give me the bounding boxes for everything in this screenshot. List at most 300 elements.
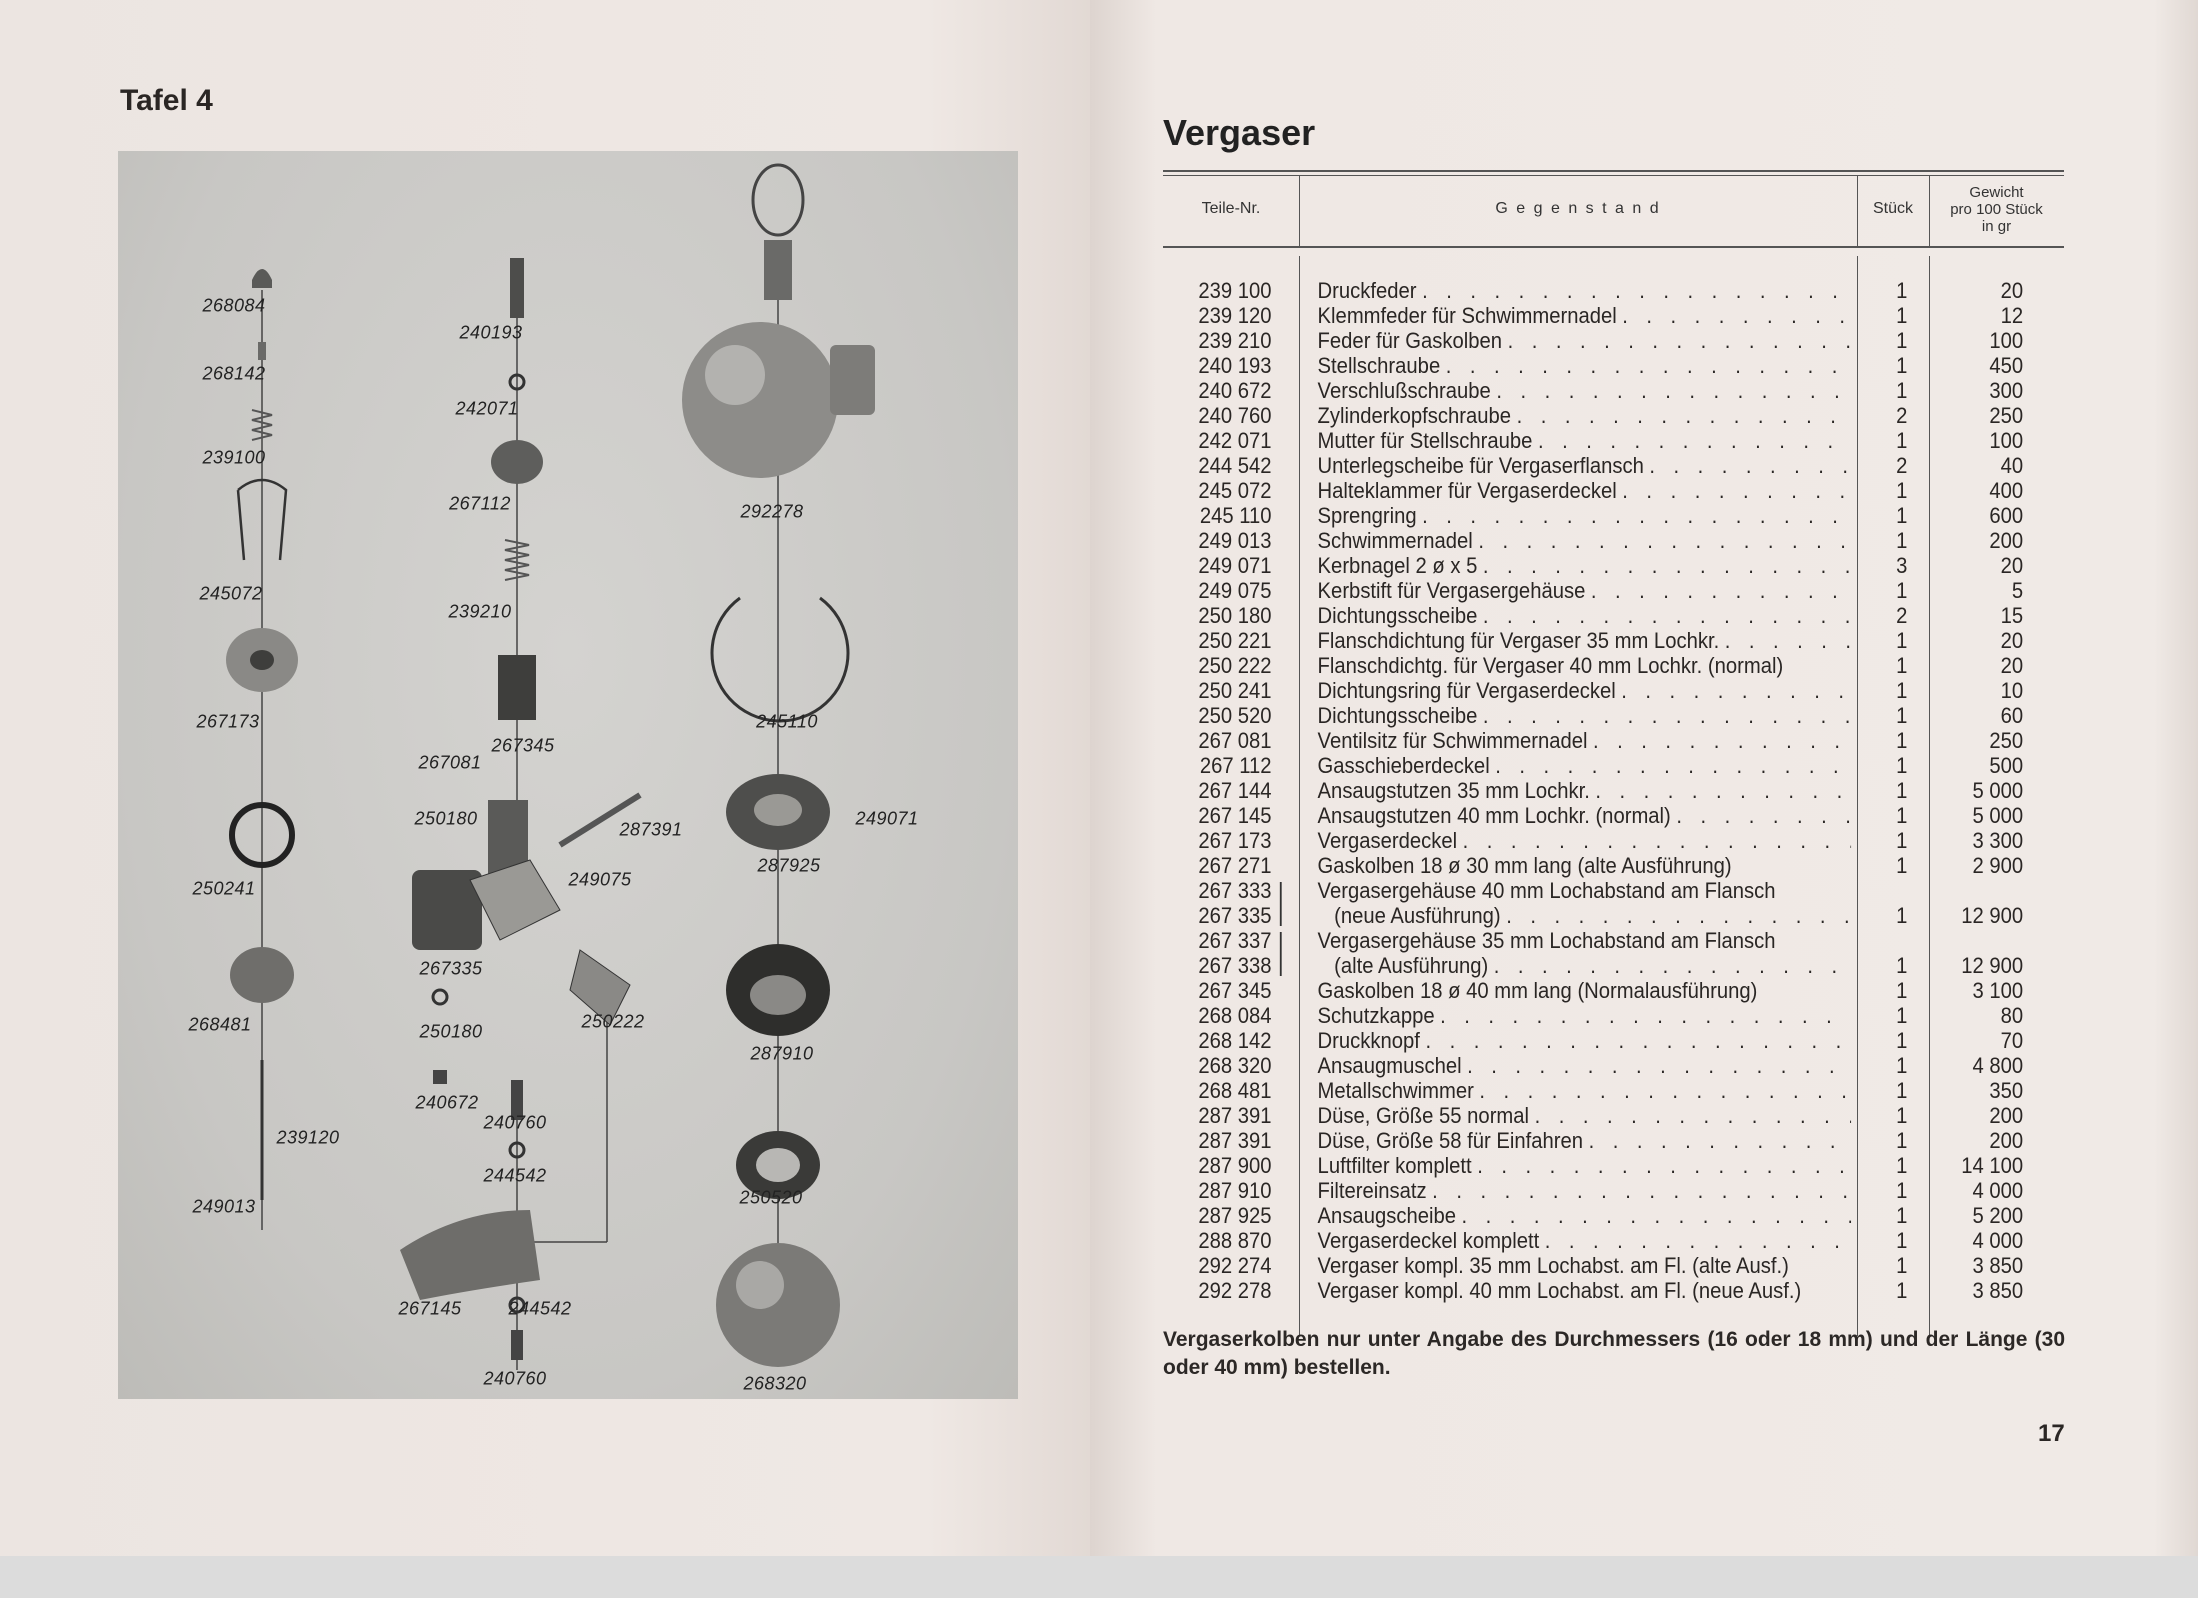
item-description xyxy=(1318,778,1852,803)
quantity: 1 xyxy=(1896,978,1908,1003)
item-description xyxy=(1318,678,1852,703)
item-description xyxy=(1318,803,1852,828)
table-row xyxy=(1163,1078,2064,1103)
item-description xyxy=(1318,1053,1852,1078)
table-row xyxy=(1163,1153,2064,1178)
item-text: Schutzkappe xyxy=(1317,1003,1435,1028)
item-text: Ansaugscheibe xyxy=(1317,1203,1456,1228)
dot-leader xyxy=(1420,1028,1851,1053)
item-description xyxy=(1318,828,1852,853)
quantity: 1 xyxy=(1896,328,1908,353)
item-text: Sprengring xyxy=(1317,503,1417,528)
footnote: Vergaserkolben nur unter Angabe des Durchmessers (16 oder 18 mm) und der Länge (30 oder 40 mm) bestellen. xyxy=(1163,1328,2065,1379)
item-text: Düse, Größe 55 normal xyxy=(1317,1103,1530,1128)
table-row xyxy=(1163,1128,2064,1153)
item-text: Ventilsitz für Schwimmernadel xyxy=(1317,728,1588,753)
part-number: 239 120 xyxy=(1198,303,1272,328)
item-description xyxy=(1318,703,1852,728)
item-description xyxy=(1318,903,1852,928)
weight: 20 xyxy=(2000,653,2024,678)
part-number: 249 071 xyxy=(1198,553,1272,578)
part-number-label: 250180 xyxy=(419,1021,483,1042)
header-part-no: Teile-Nr. xyxy=(1201,200,1261,217)
quantity: 1 xyxy=(1896,378,1908,403)
table-row xyxy=(1163,1278,2064,1303)
dot-leader xyxy=(1532,428,1851,453)
weight: 70 xyxy=(2000,1028,2024,1053)
part-number-label: 239120 xyxy=(276,1127,340,1148)
quantity: 1 xyxy=(1896,303,1908,328)
part-number: 267 271 xyxy=(1198,853,1272,878)
part-number: 292 278 xyxy=(1198,1278,1272,1303)
item-text: Klemmfeder für Schwimmernadel xyxy=(1317,303,1617,328)
part-number-label: 292278 xyxy=(740,501,804,522)
part-number: 250 221 xyxy=(1198,628,1272,653)
quantity: 1 xyxy=(1896,1078,1908,1103)
part-number-label: 240760 xyxy=(483,1368,547,1389)
carburetor-exploded-diagram xyxy=(0,0,1090,1560)
item-description xyxy=(1318,1178,1852,1203)
part-number-label: 267335 xyxy=(419,958,483,979)
part-number-label: 244542 xyxy=(483,1165,547,1186)
item-description xyxy=(1318,328,1852,353)
table-row xyxy=(1163,753,2064,778)
item-text: Vergaserdeckel komplett xyxy=(1317,1228,1540,1253)
part-number: 250 520 xyxy=(1198,703,1272,728)
part-number-label: 249075 xyxy=(568,869,632,890)
part-number: 267 081 xyxy=(1198,728,1272,753)
dot-leader xyxy=(1435,1003,1852,1028)
item-text: Vergasergehäuse 40 mm Lochabstand am Flansch xyxy=(1317,878,1776,903)
item-text: Metallschwimmer xyxy=(1317,1078,1474,1103)
dot-leader xyxy=(1440,353,1851,378)
table-row xyxy=(1163,503,2064,528)
dot-leader xyxy=(1472,1153,1851,1178)
quantity: 1 xyxy=(1896,703,1908,728)
table-row xyxy=(1163,478,2064,503)
part-number-label: 250241 xyxy=(192,878,256,899)
weight: 20 xyxy=(2000,278,2024,303)
quantity: 1 xyxy=(1896,1028,1908,1053)
item-description xyxy=(1318,528,1852,553)
weight: 2 900 xyxy=(1972,853,2024,878)
part-number: 268 320 xyxy=(1198,1053,1272,1078)
part-number: 267 173 xyxy=(1198,828,1272,853)
part-number-label: 245072 xyxy=(199,583,263,604)
table-row xyxy=(1163,428,2064,453)
quantity: 1 xyxy=(1896,728,1908,753)
weight: 3 300 xyxy=(1972,828,2024,853)
part-number-label: 267112 xyxy=(449,493,511,514)
part-number: 240 672 xyxy=(1198,378,1272,403)
quantity: 1 xyxy=(1896,428,1908,453)
part-number-label: 287925 xyxy=(757,855,821,876)
weight: 450 xyxy=(1989,353,2024,378)
weight: 100 xyxy=(1989,328,2024,353)
item-text: (alte Ausführung) xyxy=(1334,953,1489,978)
item-description xyxy=(1318,303,1852,328)
table-row xyxy=(1163,778,2064,803)
weight: 200 xyxy=(1989,1103,2024,1128)
table-row xyxy=(1163,678,2064,703)
item-text: Flanschdichtung für Vergaser 35 mm Lochkr. xyxy=(1317,628,1720,653)
part-number: 268 084 xyxy=(1198,1003,1272,1028)
part-number: 250 180 xyxy=(1198,603,1272,628)
table-body xyxy=(1163,278,2064,1303)
weight: 350 xyxy=(1989,1078,2024,1103)
dot-leader xyxy=(1491,378,1851,403)
dot-leader xyxy=(1590,778,1851,803)
weight: 14 100 xyxy=(1961,1153,2024,1178)
weight: 15 xyxy=(2000,603,2024,628)
left-page xyxy=(0,0,1090,1560)
weight: 3 100 xyxy=(1972,978,2024,1003)
quantity: 1 xyxy=(1896,1103,1908,1128)
quantity: 1 xyxy=(1896,1153,1908,1178)
weight: 12 xyxy=(2000,303,2024,328)
item-description xyxy=(1318,1203,1852,1228)
weight: 10 xyxy=(2000,678,2024,703)
item-text: Vergasergehäuse 35 mm Lochabstand am Flansch xyxy=(1317,928,1776,953)
part-number-label: 240760 xyxy=(483,1112,547,1133)
item-text: Düse, Größe 58 für Einfahren xyxy=(1317,1128,1584,1153)
weight: 500 xyxy=(1989,753,2024,778)
table-row xyxy=(1163,928,2064,953)
header-weight xyxy=(1929,184,2064,235)
part-number: 267 338 xyxy=(1198,953,1272,978)
table-header-rule xyxy=(1163,246,2064,248)
item-text: Flanschdichtg. für Vergaser 40 mm Lochkr. (normal) xyxy=(1317,653,1784,678)
weight: 80 xyxy=(2000,1003,2024,1028)
weight: 3 850 xyxy=(1972,1278,2024,1303)
dot-leader xyxy=(1457,828,1851,853)
part-number-label: 267173 xyxy=(196,711,260,732)
table-row xyxy=(1163,728,2064,753)
quantity: 1 xyxy=(1896,353,1908,378)
dot-leader xyxy=(1417,503,1852,528)
quantity: 1 xyxy=(1896,528,1908,553)
part-number: 239 210 xyxy=(1198,328,1272,353)
item-text: Ansaugstutzen 35 mm Lochkr. xyxy=(1317,778,1590,803)
header-weight-line: pro 100 Stück xyxy=(1950,201,2043,218)
item-text: Luftfilter komplett xyxy=(1317,1153,1472,1178)
item-text: Druckknopf xyxy=(1317,1028,1420,1053)
part-number-label: 244542 xyxy=(508,1298,572,1319)
dot-leader xyxy=(1585,578,1851,603)
quantity: 1 xyxy=(1896,903,1908,928)
part-number: 267 345 xyxy=(1198,978,1272,1003)
weight: 40 xyxy=(2000,453,2024,478)
item-description xyxy=(1318,378,1852,403)
table-row xyxy=(1163,528,2064,553)
quantity: 1 xyxy=(1896,853,1908,878)
item-description xyxy=(1318,953,1852,978)
part-number-label: 249071 xyxy=(855,808,919,829)
part-number-label: 267345 xyxy=(491,735,555,756)
part-number-label: 268481 xyxy=(188,1014,252,1035)
part-number-label: 287391 xyxy=(619,819,683,840)
part-number-label: 240193 xyxy=(459,322,523,343)
weight: 250 xyxy=(1989,728,2024,753)
item-description xyxy=(1318,1278,1852,1303)
dot-leader xyxy=(1477,703,1851,728)
part-number: 287 900 xyxy=(1198,1153,1272,1178)
item-description xyxy=(1318,1128,1852,1153)
item-description xyxy=(1318,978,1852,1003)
part-number: 268 481 xyxy=(1198,1078,1272,1103)
item-text: Ansaugmuschel xyxy=(1317,1053,1462,1078)
item-text: Schwimmernadel xyxy=(1317,528,1473,553)
table-row xyxy=(1163,1253,2064,1278)
item-description xyxy=(1318,878,1852,903)
scan-background xyxy=(0,1556,2198,1598)
table-row xyxy=(1163,1228,2064,1253)
part-number-label: 268084 xyxy=(202,295,266,316)
dot-leader xyxy=(1474,1078,1851,1103)
dot-leader xyxy=(1488,953,1851,978)
quantity: 3 xyxy=(1896,553,1908,578)
weight: 12 900 xyxy=(1961,953,2024,978)
weight: 12 900 xyxy=(1961,903,2024,928)
item-description xyxy=(1318,628,1852,653)
part-number-label: 250180 xyxy=(414,808,478,829)
quantity: 1 xyxy=(1896,1003,1908,1028)
table-row xyxy=(1163,628,2064,653)
item-description xyxy=(1318,1028,1852,1053)
dot-leader xyxy=(1616,678,1851,703)
plate-title: Tafel 4 xyxy=(120,84,213,117)
part-number: 287 910 xyxy=(1198,1178,1272,1203)
part-number: 267 144 xyxy=(1198,778,1272,803)
item-text: Dichtungsring für Vergaserdeckel xyxy=(1317,678,1616,703)
item-description xyxy=(1318,603,1852,628)
item-description xyxy=(1318,478,1852,503)
item-description xyxy=(1318,728,1852,753)
page-number: 17 xyxy=(2038,1420,2065,1447)
part-number: 267 112 xyxy=(1199,753,1272,778)
quantity: 1 xyxy=(1896,653,1908,678)
part-number: 245 072 xyxy=(1198,478,1272,503)
item-text: Zylinderkopfschraube xyxy=(1317,403,1512,428)
item-text: Ansaugstutzen 40 mm Lochkr. (normal) xyxy=(1317,803,1671,828)
table-row xyxy=(1163,853,2064,878)
item-text: Dichtungsscheibe xyxy=(1317,703,1478,728)
weight: 100 xyxy=(1989,428,2024,453)
item-text: Stellschraube xyxy=(1317,353,1441,378)
weight: 400 xyxy=(1989,478,2024,503)
item-description xyxy=(1318,1253,1852,1278)
part-number-label: 250222 xyxy=(581,1011,645,1032)
dot-leader xyxy=(1473,528,1851,553)
item-description xyxy=(1318,1003,1852,1028)
part-number-label: 267145 xyxy=(398,1298,462,1319)
part-number-label: 268142 xyxy=(202,363,266,384)
table-row xyxy=(1163,978,2064,1003)
weight: 5 000 xyxy=(1972,778,2024,803)
quantity: 1 xyxy=(1896,678,1908,703)
part-number: 244 542 xyxy=(1198,453,1272,478)
table-row xyxy=(1163,278,2064,303)
quantity: 1 xyxy=(1896,803,1908,828)
item-description xyxy=(1318,578,1852,603)
part-number: 249 075 xyxy=(1198,578,1272,603)
part-number-label: 242071 xyxy=(455,398,519,419)
item-text: Mutter für Stellschraube xyxy=(1317,428,1533,453)
dot-leader xyxy=(1617,303,1851,328)
table-row xyxy=(1163,328,2064,353)
table-row xyxy=(1163,553,2064,578)
quantity: 1 xyxy=(1896,1203,1908,1228)
part-number: 292 274 xyxy=(1198,1253,1272,1278)
table-row xyxy=(1163,403,2064,428)
quantity: 1 xyxy=(1896,1278,1908,1303)
table-row xyxy=(1163,903,2064,928)
part-number-label: 267081 xyxy=(418,752,482,773)
quantity: 1 xyxy=(1896,1228,1908,1253)
item-text: Filtereinsatz xyxy=(1317,1178,1427,1203)
dot-leader xyxy=(1671,803,1851,828)
table-row xyxy=(1163,378,2064,403)
table-row xyxy=(1163,1203,2064,1228)
part-number-label: 239100 xyxy=(202,447,266,468)
quantity: 1 xyxy=(1896,953,1908,978)
weight: 20 xyxy=(2000,553,2024,578)
item-description xyxy=(1318,653,1852,678)
dot-leader xyxy=(1477,553,1851,578)
part-number: 267 335 xyxy=(1198,903,1272,928)
page-title: Vergaser xyxy=(1163,112,1316,153)
weight: 5 000 xyxy=(1972,803,2024,828)
quantity: 1 xyxy=(1896,278,1908,303)
item-text: Vergaser kompl. 35 mm Lochabst. am Fl. (alte Ausf.) xyxy=(1317,1253,1789,1278)
table-row xyxy=(1163,303,2064,328)
dot-leader xyxy=(1644,453,1851,478)
quantity: 1 xyxy=(1896,503,1908,528)
part-number-label: 250520 xyxy=(739,1187,803,1208)
dot-leader xyxy=(1511,403,1851,428)
dot-leader xyxy=(1417,278,1852,303)
part-number-label: 287910 xyxy=(750,1043,814,1064)
item-text: Feder für Gaskolben xyxy=(1317,328,1503,353)
part-number-label: 239210 xyxy=(448,601,512,622)
item-text: Kerbnagel 2 ø x 5 xyxy=(1317,553,1478,578)
weight: 4 000 xyxy=(1972,1228,2024,1253)
dot-leader xyxy=(1539,1228,1851,1253)
part-number: 288 870 xyxy=(1198,1228,1272,1253)
dot-leader xyxy=(1490,753,1851,778)
part-number-label: 249013 xyxy=(192,1196,256,1217)
item-text: Halteklammer für Vergaserdeckel xyxy=(1317,478,1617,503)
table-row xyxy=(1163,353,2064,378)
table-row xyxy=(1163,1003,2064,1028)
weight: 5 200 xyxy=(1972,1203,2024,1228)
part-number: 240 760 xyxy=(1198,403,1272,428)
weight: 4 800 xyxy=(1972,1053,2024,1078)
weight: 5 xyxy=(2011,578,2024,603)
dot-leader xyxy=(1427,1178,1851,1203)
header-weight-line: Gewicht xyxy=(1969,184,2024,201)
dot-leader xyxy=(1462,1053,1852,1078)
table-row xyxy=(1163,953,2064,978)
item-text: Gasschieberdeckel xyxy=(1317,753,1490,778)
weight: 200 xyxy=(1989,1128,2024,1153)
item-description xyxy=(1318,1228,1852,1253)
item-text: Verschlußschraube xyxy=(1317,378,1491,403)
item-description xyxy=(1318,1103,1852,1128)
part-number: 287 391 xyxy=(1198,1103,1272,1128)
item-description xyxy=(1318,853,1852,878)
weight: 3 850 xyxy=(1972,1253,2024,1278)
dot-leader xyxy=(1719,628,1851,653)
table-row xyxy=(1163,828,2064,853)
table-row xyxy=(1163,653,2064,678)
part-number: 287 925 xyxy=(1198,1203,1272,1228)
weight: 250 xyxy=(1989,403,2024,428)
weight: 20 xyxy=(2000,628,2024,653)
item-text: Gaskolben 18 ø 40 mm lang (Normalausführung) xyxy=(1317,978,1758,1003)
weight: 200 xyxy=(1989,528,2024,553)
dot-leader xyxy=(1456,1203,1851,1228)
item-description xyxy=(1318,503,1852,528)
table-row xyxy=(1163,453,2064,478)
item-description xyxy=(1318,403,1852,428)
dot-leader xyxy=(1477,603,1851,628)
dot-leader xyxy=(1501,903,1851,928)
table-row xyxy=(1163,1103,2064,1128)
part-number: 287 391 xyxy=(1198,1128,1272,1153)
part-number: 250 222 xyxy=(1198,653,1272,678)
part-number: 267 333 xyxy=(1198,878,1272,903)
dot-leader xyxy=(1583,1128,1851,1153)
header-item: G e g e n s t a n d xyxy=(1495,200,1661,217)
item-text: Druckfeder xyxy=(1317,278,1417,303)
quantity: 1 xyxy=(1896,628,1908,653)
header-qty: Stück xyxy=(1872,200,1913,217)
dot-leader xyxy=(1502,328,1851,353)
part-number: 242 071 xyxy=(1198,428,1272,453)
item-description xyxy=(1318,278,1852,303)
part-number: 250 241 xyxy=(1198,678,1272,703)
part-number-label: 240672 xyxy=(415,1092,479,1113)
item-description xyxy=(1318,753,1852,778)
item-text: Dichtungsscheibe xyxy=(1317,603,1478,628)
item-text: Unterlegscheibe für Vergaserflansch xyxy=(1317,453,1644,478)
part-number: 239 100 xyxy=(1198,278,1272,303)
item-description xyxy=(1318,1153,1852,1178)
item-text: (neue Ausführung) xyxy=(1334,903,1501,928)
table-row xyxy=(1163,1053,2064,1078)
quantity: 2 xyxy=(1896,403,1908,428)
item-description xyxy=(1318,553,1852,578)
table-row xyxy=(1163,1178,2064,1203)
weight: 600 xyxy=(1989,503,2024,528)
quantity: 1 xyxy=(1896,578,1908,603)
dot-leader xyxy=(1588,728,1852,753)
item-text: Kerbstift für Vergasergehäuse xyxy=(1317,578,1586,603)
table-row xyxy=(1163,803,2064,828)
item-description xyxy=(1318,453,1852,478)
dot-leader xyxy=(1529,1103,1851,1128)
part-number: 245 110 xyxy=(1199,503,1272,528)
table-row xyxy=(1163,878,2064,903)
table-row xyxy=(1163,578,2064,603)
item-text: Gaskolben 18 ø 30 mm lang (alte Ausführung) xyxy=(1317,853,1732,878)
part-number: 249 013 xyxy=(1198,528,1272,553)
weight: 4 000 xyxy=(1972,1178,2024,1203)
quantity: 1 xyxy=(1896,1053,1908,1078)
weight: 60 xyxy=(2000,703,2024,728)
item-description xyxy=(1318,428,1852,453)
